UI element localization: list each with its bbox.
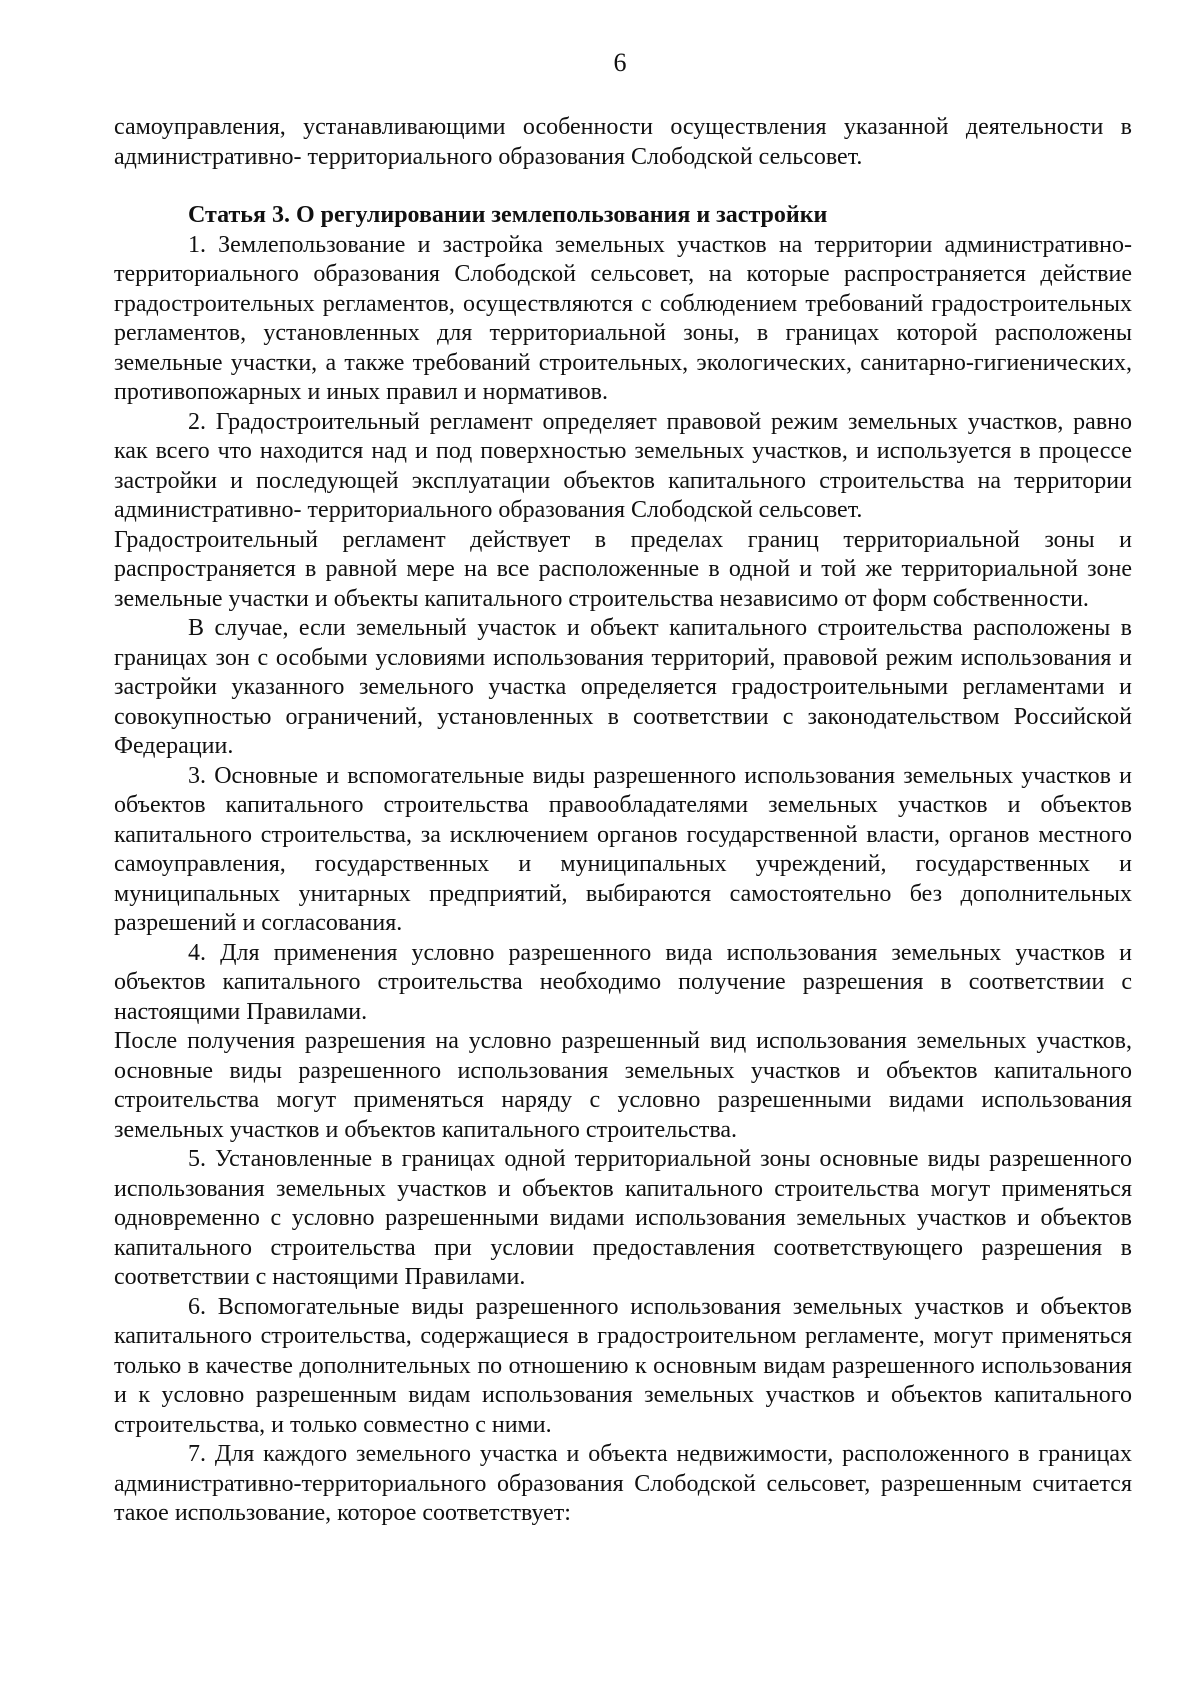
paragraph-after-permission: После получения разрешения на условно разрешенный вид использования земельных участков, основные виды разрешенного использования земельных участков и объектов капитального строительства могут применяться наряду с условно разрешенными видами использования земельных участков и объектов капитального строительства. bbox=[114, 1028, 1132, 1143]
article-heading: Статья 3. О регулировании землепользования и застройки bbox=[188, 202, 828, 228]
paragraph-item-5: 5. Установленные в границах одной территориальной зоны основные виды разрешенного использования земельных участков и объектов капитального строительства могут применяться одновременно с условно разрешенными видами использования земельных участков и объектов капитального строительства при условии предоставления соответствующего разрешения в соответствии с настоящими Правилами. bbox=[114, 1146, 1132, 1290]
document-body bbox=[114, 113, 1132, 1529]
paragraph-item-3: 3. Основные и вспомогательные виды разрешенного использования земельных участков и объектов капитального строительства правообладателями земельных участков и объектов капитального строительства, за исключением органов государственной власти, органов местного самоуправления, государственных и муниципальных учреждений, государственных и муниципальных унитарных предприятий, выбираются самостоятельно без дополнительных разрешений и согласования. bbox=[114, 762, 1132, 936]
paragraph-item-6: 6. Вспомогательные виды разрешенного использования земельных участков и объектов капитального строительства, содержащиеся в градостроительном регламенте, могут применяться только в качестве дополнительных по отношению к основным видам разрешенного использования и к условно разрешенным видам использования земельных участков и объектов капитального строительства, и только совместно с ними. bbox=[114, 1293, 1132, 1438]
page-number: 6 bbox=[613, 48, 627, 77]
paragraph-item-7: 7. Для каждого земельного участка и объекта недвижимости, расположенного в границах административно-территориального образования Слободской сельсовет, разрешенным считается такое использование, которое соответствует: bbox=[114, 1441, 1132, 1526]
paragraph-special-zones: В случае, если земельный участок и объект капитального строительства расположены в границах зон с особыми условиями использования территорий, правовой режим использования и застройки указанного земельного участка определяется градостроительными регламентами и совокупностью ограничений, установленных в соответствии с законодательством Российской Федерации. bbox=[114, 615, 1132, 759]
paragraph-item-4: 4. Для применения условно разрешенного вида использования земельных участков и объектов капитального строительства необходимо получение разрешения в соответствии с настоящими Правилами. bbox=[114, 939, 1132, 1025]
paragraph-item-1: 1. Землепользование и застройка земельных участков на территории административно-территориального образования Слободской сельсовет, на которые распространяется действие градостроительных регламентов, осуществляются с соблюдением требований градостроительных регламентов, установленных для территориальной зоны, в границах которой расположены земельные участки, а также требований строительных, экологических, санитарно-гигиенических, противопожарных и иных правил и нормативов. bbox=[114, 231, 1132, 405]
paragraph-regulation-scope: Градостроительный регламент действует в пределах границ территориальной зоны и распространяется в равной мере на все расположенные в одной и той же территориальной зоне земельные участки и объекты капитального строительства независимо от форм собственности. bbox=[114, 526, 1132, 612]
paragraph-continuation: самоуправления, устанавливающими особенности осуществления указанной деятельности в административно- территориального образования Слободской сельсовет. bbox=[114, 114, 1132, 170]
paragraph-item-2: 2. Градостроительный регламент определяет правовой режим земельных участков, равно как всего что находится над и под поверхностью земельных участков, и используется в процессе застройки и последующей эксплуатации объектов капитального строительства на территории административно- территориального образования Слободской сельсовет. bbox=[114, 408, 1132, 523]
